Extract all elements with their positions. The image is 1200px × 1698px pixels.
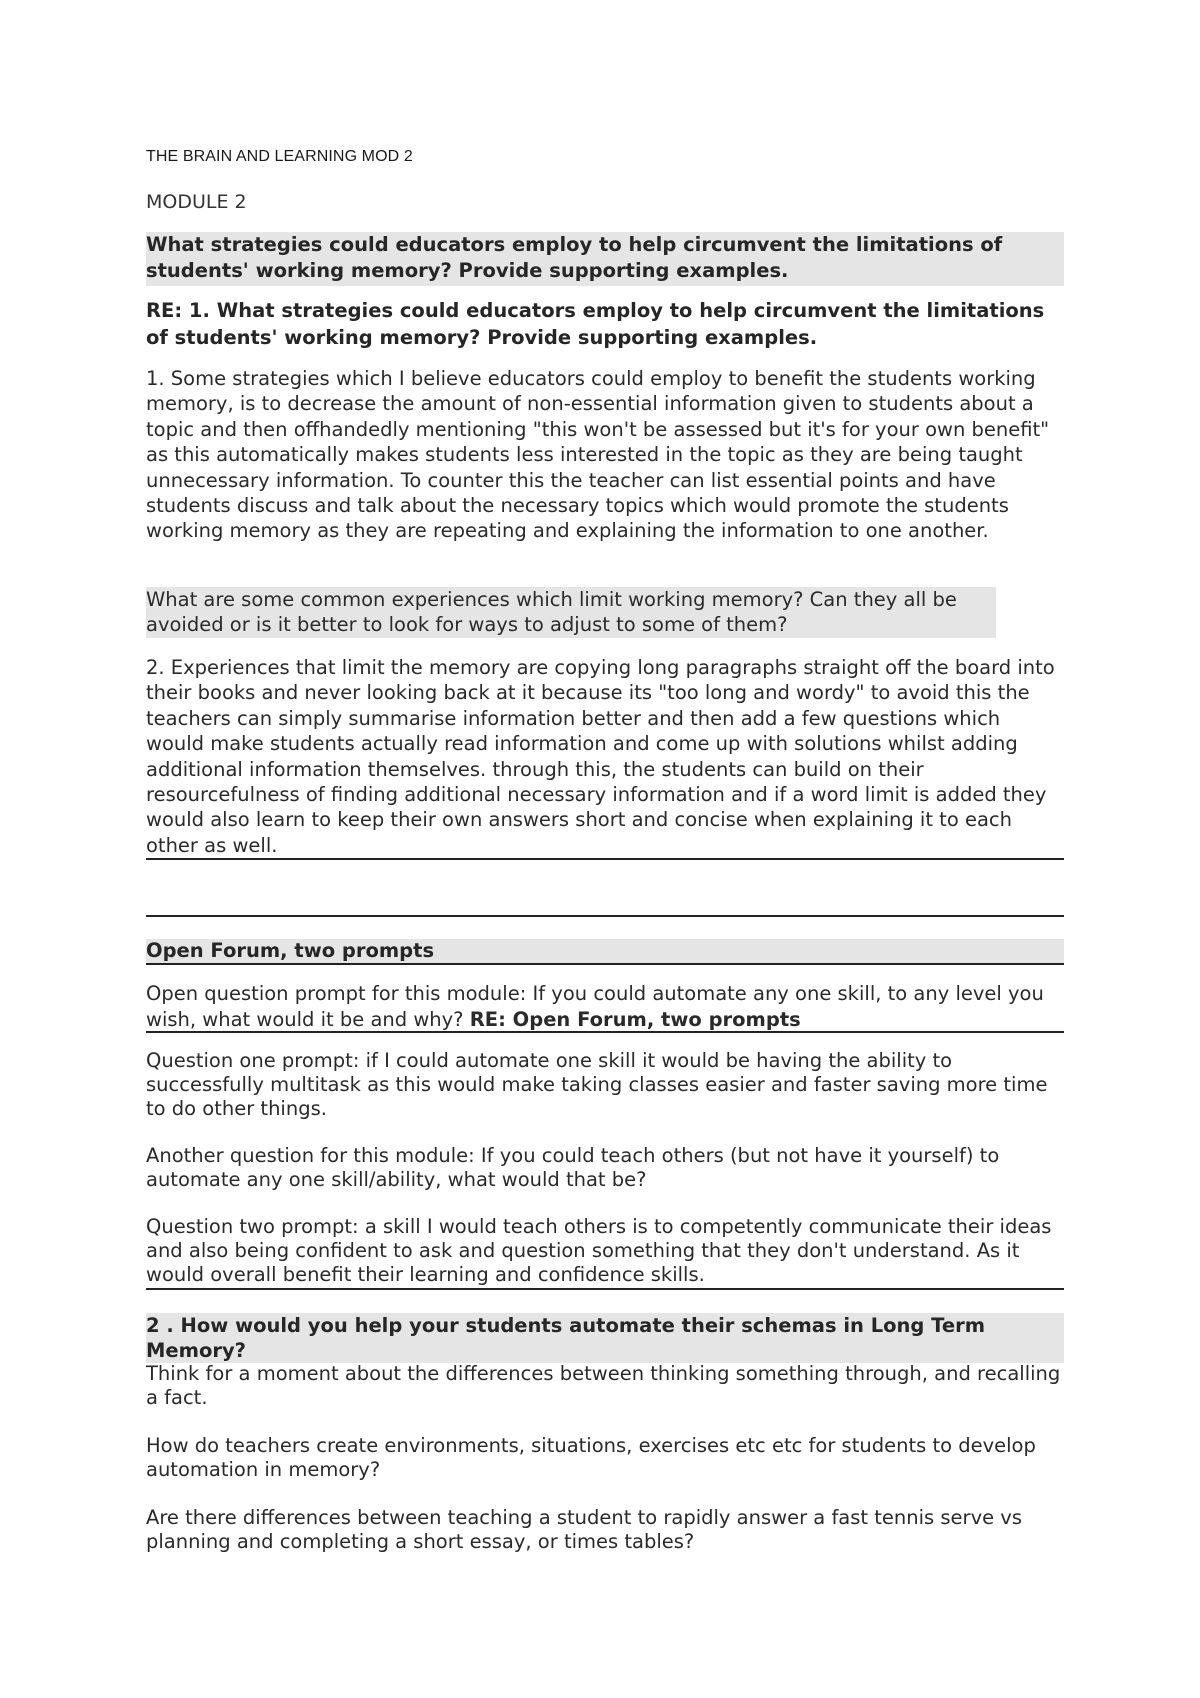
forum-reply-heading: RE: Open Forum, two prompts xyxy=(469,1008,801,1031)
forum-open-prompt xyxy=(146,981,1064,1033)
common-experiences-prompt: What are some common experiences which limit working memory? Can they all be avoided or is it better to look for ways to adjust to some of them? xyxy=(146,587,996,638)
document-title: THE BRAIN AND LEARNING MOD 2 xyxy=(146,148,413,165)
divider xyxy=(146,858,1064,860)
question-two-paragraph-two: How do teachers create environments, situations, exercises etc etc for students to develop automation in memory? xyxy=(146,1434,1036,1481)
forum-another-prompt: Another question for this module: If you could teach others (but not have it yourself) to automate any one skill/ability, what would that be? xyxy=(146,1144,1000,1191)
divider xyxy=(146,963,1064,965)
module-heading: MODULE 2 xyxy=(146,191,247,213)
divider xyxy=(146,1288,1064,1290)
forum-open-prompt-text: Open question prompt for this module: If you could automate any one skill, to any level you wish, what would it be and why? xyxy=(146,982,1044,1031)
question-two-paragraph-one: Think for a moment about the differences between thinking something through, and recalling a fact. xyxy=(146,1362,1061,1409)
question-one-answer: 1. Some strategies which I believe educators could employ to benefit the students working memory, is to decrease the amount of non-essential information given to students about a topic and then offhandedly mentioning "this won't be assessed but it's for your own benefit" as this automatically makes students less interested in the topic as they are being taught unnecessary information. To counter this the teacher can list essential points and have students discuss and talk about the necessary topics which would promote the students working memory as they are repeating and explaining the information to one another. xyxy=(146,367,1050,543)
question-two-paragraph-three: Are there differences between teaching a student to rapidly answer a fast tennis serve vs planning and completing a short essay, or times tables? xyxy=(146,1506,1023,1553)
forum-answer-one: Question one prompt: if I could automate one skill it would be having the ability to successfully multitask as this would make taking classes easier and faster saving more time to do other things. xyxy=(146,1049,1048,1120)
forum-title: Open Forum, two prompts xyxy=(146,939,435,962)
common-experiences-answer: 2. Experiences that limit the memory are copying long paragraphs straight off the board into their books and never looking back at it because its "too long and wordy" to avoid this the teachers can simply summarise information better and then add a few questions which would make students actually read information and come up with solutions whilst adding additional information themselves. through this, the students can build on their resourcefulness of finding additional necessary information and if a word limit is added they would also learn to keep their own answers short and concise when explaining it to each other as well. xyxy=(146,656,1055,857)
divider xyxy=(146,915,1064,917)
question-two-title: 2 . How would you help your students automate their schemas in Long Term Memory? xyxy=(146,1314,986,1362)
divider xyxy=(146,1031,1064,1033)
question-one-prompt: What strategies could educators employ to help circumvent the limitations of students' working memory? Provide supporting examples. xyxy=(146,232,1064,286)
question-one-reply-heading: RE: 1. What strategies could educators employ to help circumvent the limitations of students' working memory? Provide supporting examples. xyxy=(146,299,1045,349)
forum-answer-two: Question two prompt: a skill I would teach others is to competently communicate their ideas and also being confident to ask and question something that they don't understand. As it would overall benefit their learning and confidence skills. xyxy=(146,1215,1052,1286)
